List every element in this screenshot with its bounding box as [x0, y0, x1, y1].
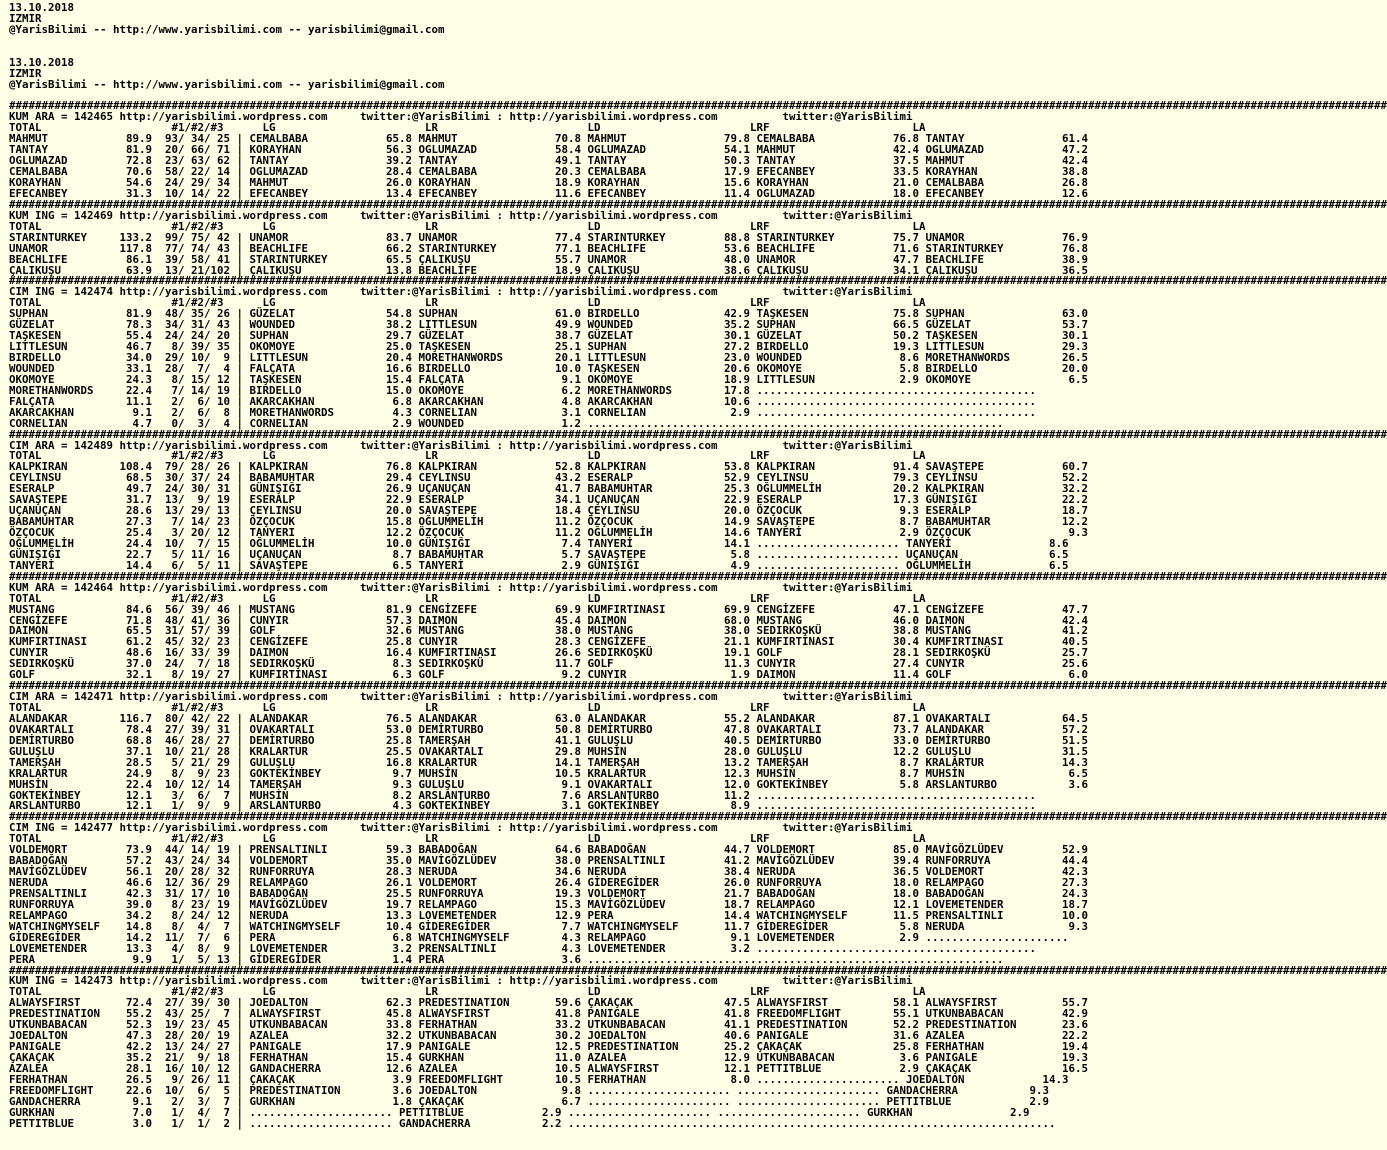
- table-row: MAVİGÖZLÜDEV 56.1 20/ 28/ 32 | RUNFORRUYA 28.3 NERUDA 34.6 NERUDA 38.4 NERUDA 36.5 VOLDEMORT 42.3: [9, 865, 1089, 879]
- table-row: CENGİZEFE 71.8 48/ 41/ 36 | CUNYIR 57.3 DAIMON 45.4 DAIMON 68.0 MUSTANG 46.0 DAIMON 42.4: [9, 613, 1089, 627]
- section-separator: ####################################################################################################################################################################################################################: [9, 274, 1387, 288]
- table-row: CORNELIAN 4.7 0/ 3/ 4 | CORNELIAN 2.9 WOUNDED 1.2 ................................................................: [9, 416, 1004, 430]
- table-row: PREDESTINATION 55.2 43/ 25/ 7 | ALWAYSFIRST 45.8 ALWAYSFIRST 41.8 PANIGALE 41.8 FREEDOMFLIGHT 55.1 UTKUNBABACAN 42.9: [9, 1007, 1089, 1021]
- section-separator: ####################################################################################################################################################################################################################: [9, 197, 1387, 211]
- section-separator: ####################################################################################################################################################################################################################: [9, 569, 1387, 583]
- blank-line: [9, 47, 1074, 58]
- blank-line: [9, 36, 1074, 47]
- table-row: SEDIRKOŞKÜ 37.0 24/ 7/ 18 | SEDIRKOŞKÜ 8.3 SEDIRKOŞKÜ 11.7 GOLF 11.3 CUNYIR 27.4 CUNYIR 25.6: [9, 657, 1089, 671]
- table-row: MUHSİN 22.4 10/ 12/ 14 | TAMERŞAH 9.3 GULUŞLU 9.1 OVAKARTALI 12.0 GOKTEKİNBEY 5.8 ARSLANTURBO 3.6: [9, 777, 1089, 791]
- table-row: EFECANBEY 31.3 10/ 14/ 22 | EFECANBEY 13.4 EFECANBEY 11.6 EFECANBEY 11.4 OGLUMAZAD 18.0 EFECANBEY 12.6: [9, 186, 1089, 200]
- race-header: CIM ING = 142477 http://yarisbilimi.wordpress.com twitter:@YarisBilimi : http://yarisbilimi.wordpress.com twitter:@YarisBilimi: [9, 821, 913, 835]
- table-row: OKOMOYE 24.3 8/ 15/ 12 | TAŞKESEN 15.4 FALÇATA 9.1 OKOMOYE 18.9 LITTLESUN 2.9 OKOMOYE 6.5: [9, 372, 1089, 386]
- race-header: CIM ING = 142474 http://yarisbilimi.wordpress.com twitter:@YarisBilimi : http://yarisbilimi.wordpress.com twitter:@YarisBilimi: [9, 285, 913, 299]
- table-row: TAMERŞAH 28.5 5/ 21/ 29 | GULUŞLU 16.8 KRALARTUR 14.1 TAMERŞAH 13.2 TAMERŞAH 8.7 KRALARTUR 14.3: [9, 755, 1089, 769]
- section-separator: ####################################################################################################################################################################################################################: [9, 99, 1387, 113]
- table-row: TANYERİ 14.4 6/ 5/ 11 | SAVAŞTEPE 6.5 TANYERİ 2.9 GÜNIŞIĞI 4.9 ...................... OĞLUMMELİH 6.5: [9, 558, 1069, 572]
- table-row: GULUŞLU 37.1 10/ 21/ 28 | KRALARTUR 25.5 OVAKARTALI 29.8 MUHSİN 28.0 GULUŞLU 12.2 GULUŞLU 31.5: [9, 744, 1089, 758]
- text-line: @YarisBilimi -- http://www.yarisbilimi.com -- yarisbilimi@gmail.com: [9, 22, 445, 36]
- table-row: ARSLANTURBO 12.1 1/ 9/ 9 | ARSLANTURBO 4.3 GOKTEKİNBEY 3.1 GOKTEKİNBEY 8.9 ...........................................: [9, 799, 1037, 813]
- table-row: ALANDAKAR 116.7 80/ 42/ 22 | ALANDAKAR 76.5 ALANDAKAR 63.0 ALANDAKAR 55.2 ALANDAKAR 87.1 OVAKARTALI 64.5: [9, 711, 1089, 725]
- table-row: SUPHAN 81.9 48/ 35/ 26 | GÜZELAT 54.8 SUPHAN 61.0 BIRDELLO 42.9 TAŞKESEN 75.8 SUPHAN 63.0: [9, 307, 1089, 321]
- table-row: UNAMOR 117.8 77/ 74/ 43 | BEACHLIFE 66.2 STARINTURKEY 77.1 BEACHLIFE 53.6 BEACHLIFE 71.6 STARINTURKEY 76.8: [9, 241, 1089, 255]
- race-header: KUM ING = 142469 http://yarisbilimi.wordpress.com twitter:@YarisBilimi : http://yarisbilimi.wordpress.com twitter:@YarisBilimi: [9, 208, 913, 222]
- column-header: TOTAL #1/#2/#3 LG LR LD LRF LA: [9, 121, 926, 135]
- table-row: FALÇATA 11.1 2/ 6/ 10 | AKARCAKHAN 6.8 AKARCAKHAN 4.8 AKARCAKHAN 10.6 ...........................................: [9, 394, 1037, 408]
- table-row: DEMİRTURBO 68.8 46/ 28/ 27 | DEMİRTURBO 25.8 TAMERŞAH 41.1 GULUŞLU 40.5 DEMİRTURBO 33.0 DEMİRTURBO 51.5: [9, 733, 1089, 747]
- column-header: TOTAL #1/#2/#3 LG LR LD LRF LA: [9, 219, 926, 233]
- race-header: KUM ARA = 142465 http://yarisbilimi.wordpress.com twitter:@YarisBilimi : http://yarisbilimi.wordpress.com twitter:@YarisBilimi: [9, 110, 913, 124]
- section-separator: ####################################################################################################################################################################################################################: [9, 810, 1387, 824]
- table-row: CEMALBABA 70.6 58/ 22/ 14 | OGLUMAZAD 28.4 CEMALBABA 20.3 CEMALBABA 17.9 EFECANBEY 33.5 KORAYHAN 38.8: [9, 165, 1089, 179]
- text-line: @YarisBilimi -- http://www.yarisbilimi.com -- yarisbilimi@gmail.com: [9, 77, 445, 91]
- table-row: GANDACHERRA 9.1 2/ 3/ 7 | GURKHAN 1.8 ÇAKAÇAK 6.7 ...................... ...................... PETTITBLUE 2.9: [9, 1094, 1050, 1108]
- column-header: TOTAL #1/#2/#3 LG LR LD LRF LA: [9, 985, 926, 999]
- table-row: VOLDEMORT 73.9 44/ 14/ 19 | PRENSALTINLI 59.3 BABADOĞAN 64.6 BABADOĞAN 44.7 VOLDEMORT 85.0 MAVİGÖZLÜDEV 52.9: [9, 843, 1089, 857]
- table-row: CEYLINSU 68.5 30/ 37/ 24 | BABAMUHTAR 29.4 CEYLINSU 43.2 ESERALP 52.9 CEYLINSU 79.3 CEYLINSU 52.2: [9, 471, 1089, 485]
- table-row: RELAMPAGO 34.2 8/ 24/ 12 | NERUDA 13.3 LOVEMETENDER 12.9 PERA 14.4 WATCHINGMYSELF 11.5 PRENSALTINLI 10.0: [9, 908, 1089, 922]
- race-header: CIM ARA = 142471 http://yarisbilimi.wordpress.com twitter:@YarisBilimi : http://yarisbilimi.wordpress.com twitter:@YarisBilimi: [9, 690, 913, 704]
- date-line: 13.10.2018: [9, 1, 75, 14]
- table-row: TAŞKESEN 55.4 24/ 24/ 20 | SUPHAN 29.7 GÜZELAT 38.7 GÜZELAT 30.1 GÜZELAT 50.2 TAŞKESEN 30.1: [9, 329, 1089, 343]
- table-row: MUSTANG 84.6 56/ 39/ 46 | MUSTANG 81.9 CENGİZEFE 69.9 KUMFIRTINASI 69.9 CENGİZEFE 47.1 CENGİZEFE 47.7: [9, 602, 1089, 616]
- race-header: KUM ING = 142473 http://yarisbilimi.wordpress.com twitter:@YarisBilimi : http://yarisbilimi.wordpress.com twitter:@YarisBilimi: [9, 974, 913, 988]
- table-row: GÜNIŞIĞI 22.7 5/ 11/ 16 | UÇANUÇAN 8.7 BABAMUHTAR 5.7 SAVAŞTEPE 5.8 ...................... UÇANUÇAN 6.5: [9, 547, 1069, 561]
- table-row: WATCHINGMYSELF 14.8 8/ 4/ 7 | WATCHINGMYSELF 10.4 GİDEREGİDER 7.7 WATCHINGMYSELF 11.7 GİDEREGİDER 5.8 NERUDA 9.3: [9, 919, 1089, 933]
- table-row: AKARCAKHAN 9.1 2/ 6/ 8 | MORETHANWORDS 4.3 CORNELIAN 3.1 CORNELIAN 2.9 ...........................................: [9, 405, 1037, 419]
- table-row: WOUNDED 33.1 28/ 7/ 4 | FALÇATA 16.6 BIRDELLO 10.0 TAŞKESEN 20.6 OKOMOYE 5.8 BIRDELLO 20.0: [9, 361, 1089, 375]
- table-row: KORAYHAN 54.6 24/ 29/ 34 | MAHMUT 26.0 KORAYHAN 18.9 KORAYHAN 15.6 KORAYHAN 21.0 CEMALBABA 26.8: [9, 176, 1089, 189]
- table-row: PANIGALE 42.2 13/ 24/ 27 | PANIGALE 17.9 PANIGALE 12.5 PREDESTINATION 25.2 ÇAKAÇAK 25.8 FERHATHAN 19.4: [9, 1040, 1089, 1054]
- table-row: MAHMUT 89.9 93/ 34/ 25 | CEMALBABA 65.8 MAHMUT 70.8 MAHMUT 79.8 CEMALBABA 76.8 TANTAY 61.4: [9, 132, 1089, 146]
- table-row: PETTITBLUE 3.0 1/ 1/ 2 | ...................... GANDACHERRA 2.2 ...........................................................................: [9, 1116, 1056, 1130]
- table-row: GURKHAN 7.0 1/ 4/ 7 | ...................... PETTITBLUE 2.9 ...................... ...................... GURKHAN 2.9: [9, 1105, 1030, 1119]
- table-row: DAIMON 65.5 31/ 57/ 39 | GOLF 32.6 MUSTANG 38.0 MUSTANG 38.0 SEDIRKOŞKÜ 38.8 MUSTANG 41.2: [9, 624, 1089, 638]
- table-row: OĞLUMMELİH 24.4 10/ 7/ 15 | OĞLUMMELİH 10.0 GÜNIŞIĞI 7.4 TANYERİ 14.1 ...................... TANYERİ 8.6: [9, 536, 1069, 550]
- table-row: STARINTURKEY 133.2 99/ 75/ 42 | UNAMOR 83.7 UNAMOR 77.4 STARINTURKEY 88.8 STARINTURKEY 75.7 UNAMOR 76.9: [9, 230, 1089, 244]
- table-row: GİDEREGİDER 14.2 11/ 7/ 6 | PERA 6.8 WATCHINGMYSELF 4.3 RELAMPAGO 9.1 LOVEMETENDER 2.9 ......................: [9, 930, 1069, 944]
- table-row: BABAMUHTAR 27.3 7/ 14/ 23 | ÖZÇOCUK 15.8 OĞLUMMELİH 11.2 ÖZÇOCUK 14.9 SAVAŞTEPE 8.7 BABAMUHTAR 12.2: [9, 515, 1089, 529]
- table-row: GOKTEKİNBEY 12.1 3/ 6/ 7 | MUHSİN 8.2 ARSLANTURBO 7.6 ARSLANTURBO 11.2 ...........................................: [9, 788, 1037, 802]
- column-header: TOTAL #1/#2/#3 LG LR LD LRF LA: [9, 296, 926, 310]
- table-row: UÇANUÇAN 28.6 13/ 29/ 13 | ÇEYLINSU 20.0 SAVAŞTEPE 18.4 ÇEYLINSU 20.0 ÖZÇOCUK 9.3 ESERALP 18.7: [9, 504, 1089, 518]
- table-row: LOVEMETENDER 13.3 4/ 8/ 9 | LOVEMETENDER 3.2 PRENSALTINLI 4.3 LOVEMETENDER 3.2 ...........................................: [9, 941, 1037, 955]
- column-header: TOTAL #1/#2/#3 LG LR LD LRF LA: [9, 591, 926, 605]
- text-line: IZMIR: [9, 66, 42, 80]
- date-line: 13.10.2018: [9, 55, 75, 69]
- column-header: TOTAL #1/#2/#3 LG LR LD LRF LA: [9, 701, 926, 714]
- table-row: OGLUMAZAD 72.8 23/ 63/ 62 | TANTAY 39.2 TANTAY 49.1 TANTAY 50.3 TANTAY 37.5 MAHMUT 42.4: [9, 154, 1089, 168]
- table-row: KALPKIRAN 108.4 79/ 28/ 26 | KALPKIRAN 76.8 KALPKIRAN 52.8 KALPKIRAN 53.8 KALPKIRAN 91.4 SAVAŞTEPE 60.7: [9, 460, 1089, 474]
- table-row: FREEDOMFLIGHT 22.6 10/ 6/ 5 | PREDESTINATION 3.6 JOEDALTON 9.8 ...................... ...................... GANDACHERRA 9.3: [9, 1083, 1050, 1097]
- table-row: BIRDELLO 34.0 29/ 10/ 9 | LITTLESUN 20.4 MORETHANWORDS 20.1 LITTLESUN 23.0 WOUNDED 8.6 MORETHANWORDS 26.5: [9, 351, 1089, 364]
- section-separator: ####################################################################################################################################################################################################################: [9, 963, 1387, 977]
- table-row: KUMFIRTINASI 61.2 45/ 32/ 23 | CENGİZEFE 25.8 CUNYIR 28.3 CENGİZEFE 21.1 KUMFIRTINASI 30.4 KUMFIRTINASI 40.5: [9, 635, 1089, 649]
- table-row: BABADOĞAN 57.2 43/ 24/ 34 | VOLDEMORT 35.0 MAVİGÖZLÜDEV 38.0 PRENSALTINLI 41.2 MAVİGÖZLÜDEV 39.4 RUNFORRUYA 44.4: [9, 854, 1089, 868]
- table-row: LITTLESUN 46.7 8/ 39/ 35 | OKOMOYE 25.0 TAŞKESEN 25.1 SUPHAN 27.2 BIRDELLO 19.3 LITTLESUN 29.3: [9, 340, 1089, 354]
- text-line: IZMIR: [9, 11, 42, 25]
- race-header: KUM ARA = 142464 http://yarisbilimi.wordpress.com twitter:@YarisBilimi : http://yarisbilimi.wordpress.com twitter:@YarisBilimi: [9, 580, 913, 594]
- table-row: ÇALIKUŞU 63.9 13/ 21/102 | ÇALIKUŞU 13.8 BEACHLIFE 18.9 ÇALIKUŞU 38.6 ÇALIKUŞU 34.1 ÇALIKUŞU 36.5: [9, 263, 1089, 277]
- column-header: TOTAL #1/#2/#3 LG LR LD LRF LA: [9, 832, 926, 846]
- table-row: ÖZÇOCUK 25.4 3/ 20/ 12 | TANYERI 12.2 ÖZÇOCUK 11.2 OĞLUMMELİH 14.6 TANYERİ 2.9 ÖZÇOCUK 9.3: [9, 526, 1089, 539]
- table-row: SAVAŞTEPE 31.7 13/ 9/ 19 | ESERALP 22.9 ESERALP 34.1 UÇANUÇAN 22.9 ESERALP 17.3 GÜNIŞIĞI 22.2: [9, 493, 1089, 507]
- table-row: JOEDALTON 47.3 28/ 20/ 19 | AZALEA 32.2 UTKUNBABACAN 30.2 JOEDALTON 40.6 PANIGALE 31.6 AZALEA 22.2: [9, 1029, 1089, 1043]
- table-row: KRALARTUR 24.9 8/ 9/ 23 | GOKTEKİNBEY 9.7 MUHSİN 10.5 KRALARTUR 12.3 MUHSİN 8.7 MUHSİN 6.5: [9, 766, 1089, 780]
- table-row: BEACHLIFE 86.1 39/ 58/ 41 | STARINTURKEY 65.5 ÇALIKUŞU 55.7 UNAMOR 48.0 UNAMOR 47.7 BEACHLIFE 38.9: [9, 252, 1089, 266]
- table-row: UTKUNBABACAN 52.3 19/ 23/ 45 | UTKUNBABACAN 33.8 FERHATHAN 33.2 UTKUNBABACAN 41.1 PREDESTINATION 52.2 PREDESTINATION 23.6: [9, 1018, 1089, 1032]
- table-row: GÜZELAT 78.3 34/ 31/ 43 | WOUNDED 38.2 LITTLESUN 49.9 WOUNDED 35.2 SUPHAN 66.5 GÜZELAT 53.7: [9, 318, 1089, 332]
- table-row: MORETHANWORDS 22.4 7/ 14/ 19 | BIRDELLO 15.0 OKOMOYE 6.2 MORETHANWORDS 17.8 ...........................................: [9, 383, 1037, 397]
- table-row: PERA 9.9 1/ 5/ 13 | GİDEREGİDER 1.4 PERA 3.6 ................................................................: [9, 952, 1004, 966]
- table-row: FERHATHAN 26.5 9/ 26/ 11 | ÇAKAÇAK 3.9 FREEDOMFLIGHT 10.5 FERHATHAN 8.0 ...................... JOEDALTON 14.3: [9, 1072, 1069, 1086]
- race-header: CIM ARA = 142489 http://yarisbilimi.wordpress.com twitter:@YarisBilimi : http://yarisbilimi.wordpress.com twitter:@YarisBilimi: [9, 438, 913, 452]
- column-header: TOTAL #1/#2/#3 LG LR LD LRF LA: [9, 449, 926, 463]
- section-separator: ####################################################################################################################################################################################################################: [9, 427, 1387, 441]
- table-row: ALWAYSFIRST 72.4 27/ 39/ 30 | JOEDALTON 62.3 PREDESTINATION 59.6 ÇAKAÇAK 47.5 ALWAYSFIRST 58.1 ALWAYSFIRST 55.7: [9, 996, 1089, 1010]
- table-row: AZALEA 28.1 16/ 10/ 12 | GANDACHERRA 12.6 AZALEA 10.5 ALWAYSFIRST 12.1 PETTITBLUE 2.9 ÇAKAÇAK 16.5: [9, 1061, 1089, 1075]
- table-row: GOLF 32.1 8/ 19/ 27 | KUMFIRTINASI 6.3 GOLF 9.2 CUNYIR 1.9 DAIMON 11.4 GOLF 6.0: [9, 668, 1089, 682]
- table-row: PRENSALTINLI 42.3 31/ 17/ 10 | BABADOĞAN 25.5 RUNFORRUYA 19.3 VOLDEMORT 21.7 BABADOĞAN 18.0 BABADOĞAN 24.3: [9, 886, 1089, 900]
- table-row: ÇAKAÇAK 35.2 21/ 9/ 18 | FERHATHAN 15.4 GURKHAN 11.0 AZALEA 12.9 UTKUNBABACAN 3.6 PANIGALE 19.3: [9, 1051, 1089, 1064]
- table-row: NERUDA 46.6 12/ 36/ 29 | RELAMPAGO 26.1 VOLDEMORT 26.4 GİDEREGİDER 26.0 RUNFORRUYA 18.0 RELAMPAGO 27.3: [9, 876, 1089, 889]
- table-row: TANTAY 81.9 20/ 66/ 71 | KORAYHAN 56.3 OGLUMAZAD 58.4 OGLUMAZAD 54.1 MAHMUT 42.4 OGLUMAZAD 47.2: [9, 143, 1089, 157]
- table-row: ESERALP 49.7 24/ 30/ 31 | GÜNIŞIĞI 26.9 UÇANUÇAN 41.7 BABAMUHTAR 25.3 OĞLUMMELİH 20.2 KALPKIRAN 32.2: [9, 482, 1089, 496]
- table-row: RUNFORRUYA 39.0 8/ 23/ 19 | MAVİGÖZLÜDEV 19.7 RELAMPAGO 15.3 MAVİGÖZLÜDEV 18.7 RELAMPAGO 12.1 LOVEMETENDER 18.7: [9, 897, 1089, 911]
- section-separator: ####################################################################################################################################################################################################################: [9, 679, 1387, 693]
- table-row: OVAKARTALI 78.4 27/ 39/ 31 | OVAKARTALI 53.0 DEMİRTURBO 50.8 DEMİRTURBO 47.8 OVAKARTALI 73.7 ALANDAKAR 57.2: [9, 722, 1089, 736]
- table-row: CUNYIR 48.6 16/ 33/ 39 | DAIMON 16.4 KUMFIRTINASI 26.6 SEDIRKOŞKÜ 19.1 GOLF 28.1 SEDIRKOŞKÜ 25.7: [9, 646, 1089, 660]
